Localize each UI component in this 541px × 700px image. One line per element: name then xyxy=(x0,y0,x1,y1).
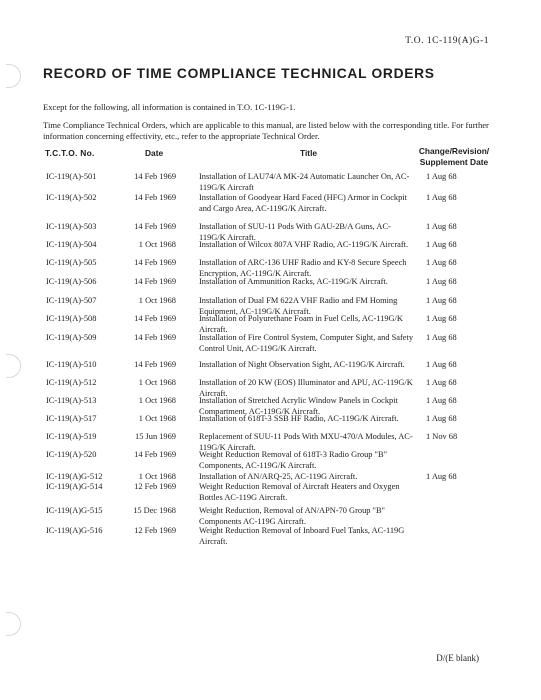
tcto-date: 1 Oct 1968 xyxy=(138,396,176,405)
tcto-title: Installation of LAU74/A MK-24 Automatic Launcher On, AC-119G/K Aircraft xyxy=(199,172,410,192)
tcto-title: Installation of Fire Control System, Computer Sight, and Safety Control Unit, AC-119G/K Aircraft. xyxy=(199,333,414,353)
tcto-title: Weight Reduction Removal of Aircraft Heaters and Oxygen Bottles AC-119G Aircraft. xyxy=(199,482,400,502)
intro-paragraph-1: Except for the following, all information is contained in T.O. 1C-119G-1. xyxy=(43,102,296,112)
change-date: 1 Aug 68 xyxy=(426,222,457,231)
tcto-title: Installation of Stretched Acrylic Window Panels in Cockpit Compartment, AC-119G/K Aircraft. xyxy=(199,396,398,416)
tcto-date: 14 Feb 1969 xyxy=(134,172,176,181)
tcto-number: IC-119(A)-501 xyxy=(46,172,97,181)
tcto-date: 14 Feb 1969 xyxy=(134,258,176,267)
intro-paragraph-2: Time Compliance Technical Orders, which are applicable to this manual, are listed below with the corresponding title. For further information concerning effectivity, etc., refer to the appropriate Technical Order. xyxy=(43,120,489,141)
change-date: 1 Aug 68 xyxy=(426,414,457,423)
tcto-title: Installation of Dual FM 622A VHF Radio and FM Homing Equipment, AC-119G/K Aircraft. xyxy=(199,296,398,316)
tcto-title: Installation of Wilcox 807A VHF Radio, AC-119G/K Aircraft. xyxy=(199,240,409,249)
tcto-date: 14 Feb 1969 xyxy=(134,314,176,323)
tcto-title: Installation of ARC-136 UHF Radio and KY-8 Secure Speech Encryption, AC-119G/K Aircraft. xyxy=(199,258,407,278)
binder-hole xyxy=(6,64,21,88)
change-date: 1 Aug 68 xyxy=(426,193,457,202)
change-date: 1 Aug 68 xyxy=(426,472,457,481)
tcto-date: 14 Feb 1969 xyxy=(134,450,176,459)
change-date: 1 Aug 68 xyxy=(426,172,457,181)
change-date: 1 Aug 68 xyxy=(426,314,457,323)
tcto-date: 14 Feb 1969 xyxy=(134,360,176,369)
page-title: RECORD OF TIME COMPLIANCE TECHNICAL ORDERS xyxy=(43,66,435,81)
tcto-title: Weight Reduction Removal of Inboard Fuel Tanks, AC-119G Aircraft. xyxy=(199,526,405,546)
change-date: 1 Aug 68 xyxy=(426,296,457,305)
column-header-title: Title xyxy=(300,148,318,158)
change-date: 1 Nov 68 xyxy=(426,432,458,441)
tcto-date: 12 Feb 1969 xyxy=(134,482,176,491)
tcto-number: IC-119(A)-513 xyxy=(46,396,97,405)
tcto-title: Replacement of SUU-11 Pods With MXU-470/A Modules, AC-119G/K Aircraft. xyxy=(199,432,413,452)
tcto-number: IC-119(A)G-512 xyxy=(46,472,103,481)
tcto-title: Weight Reduction, Removal of AN/APN-70 Group "B" Components AC-119G Aircraft. xyxy=(199,506,385,526)
change-date: 1 Aug 68 xyxy=(426,258,457,267)
tcto-number: IC-119(A)-510 xyxy=(46,360,97,369)
tcto-title: Installation of Goodyear Hard Faced (HFC) Armor in Cockpit and Cargo Area, AC-119G/K Aircraft. xyxy=(199,193,407,213)
tcto-date: 14 Feb 1969 xyxy=(134,222,176,231)
document-number: T.O. 1C-119(A)G-1 xyxy=(405,36,489,46)
tcto-title: Installation of Ammunition Racks, AC-119G/K Aircraft. xyxy=(199,277,388,286)
tcto-number: IC-119(A)-502 xyxy=(46,193,97,202)
tcto-number: IC-119(A)-509 xyxy=(46,333,97,342)
page-number: D/(E blank) xyxy=(436,653,479,663)
tcto-number: IC-119(A)-512 xyxy=(46,378,97,387)
tcto-date: 1 Oct 1968 xyxy=(138,414,176,423)
tcto-title: Installation of 20 KW (EOS) Illuminator and APU, AC-119G/K Aircraft. xyxy=(199,378,413,398)
tcto-title: Installation of Night Observation Sight, AC-119G/K Aircraft. xyxy=(199,360,405,369)
tcto-number: IC-119(A)-504 xyxy=(46,240,97,249)
change-date: 1 Aug 68 xyxy=(426,333,457,342)
column-header-date: Date xyxy=(145,148,164,158)
tcto-number: IC-119(A)-508 xyxy=(46,314,97,323)
tcto-number: IC-119(A)-506 xyxy=(46,277,97,286)
tcto-number: IC-119(A)G-514 xyxy=(46,482,103,491)
tcto-date: 14 Feb 1969 xyxy=(134,277,176,286)
column-header-change-line-2: Supplement Date xyxy=(419,157,489,167)
tcto-date: 1 Oct 1968 xyxy=(138,240,176,249)
tcto-date: 12 Feb 1969 xyxy=(134,526,176,535)
tcto-number: IC-119(A)G-516 xyxy=(46,526,103,535)
tcto-number: IC-119(A)G-515 xyxy=(46,506,103,515)
tcto-date: 14 Feb 1969 xyxy=(134,333,176,342)
change-date: 1 Aug 68 xyxy=(426,360,457,369)
binder-hole xyxy=(6,612,21,636)
change-date: 1 Aug 68 xyxy=(426,240,457,249)
tcto-title: Installation of SUU-11 Pods With GAU-2B/A Guns, AC-119G/K Aircraft. xyxy=(199,222,391,242)
change-date: 1 Aug 68 xyxy=(426,378,457,387)
tcto-number: IC-119(A)-507 xyxy=(46,296,97,305)
tcto-title: Installation of 618T-3 SSB HF Radio, AC-119G/K Aircraft. xyxy=(199,414,399,423)
column-header-number: T.C.T.O. No. xyxy=(45,148,95,158)
tcto-title: Installation of Polyurethane Foam in Fuel Cells, AC-119G/K Aircraft. xyxy=(199,314,403,334)
tcto-date: 14 Feb 1969 xyxy=(134,193,176,202)
tcto-date: 15 Jun 1969 xyxy=(135,432,176,441)
binder-hole xyxy=(6,354,21,378)
tcto-number: IC-119(A)-519 xyxy=(46,432,97,441)
tcto-number: IC-119(A)-503 xyxy=(46,222,97,231)
tcto-title: Weight Reduction Removal of 618T-3 Radio Group "B" Components, AC-119G/K Aircraft. xyxy=(199,450,387,470)
tcto-number: IC-119(A)-517 xyxy=(46,414,97,423)
tcto-number: IC-119(A)-505 xyxy=(46,258,97,267)
column-header-change-date xyxy=(408,146,500,168)
tcto-title: Installation of AN/ARQ-25, AC-119G Aircraft. xyxy=(199,472,358,481)
column-header-change-line-1: Change/Revision/ xyxy=(418,146,490,156)
tcto-date: 1 Oct 1968 xyxy=(138,296,176,305)
tcto-number: IC-119(A)-520 xyxy=(46,450,97,459)
tcto-date: 1 Oct 1968 xyxy=(138,378,176,387)
tcto-date: 15 Dec 1968 xyxy=(133,506,176,515)
tcto-date: 1 Oct 1968 xyxy=(138,472,176,481)
change-date: 1 Aug 68 xyxy=(426,277,457,286)
change-date: 1 Aug 68 xyxy=(426,396,457,405)
